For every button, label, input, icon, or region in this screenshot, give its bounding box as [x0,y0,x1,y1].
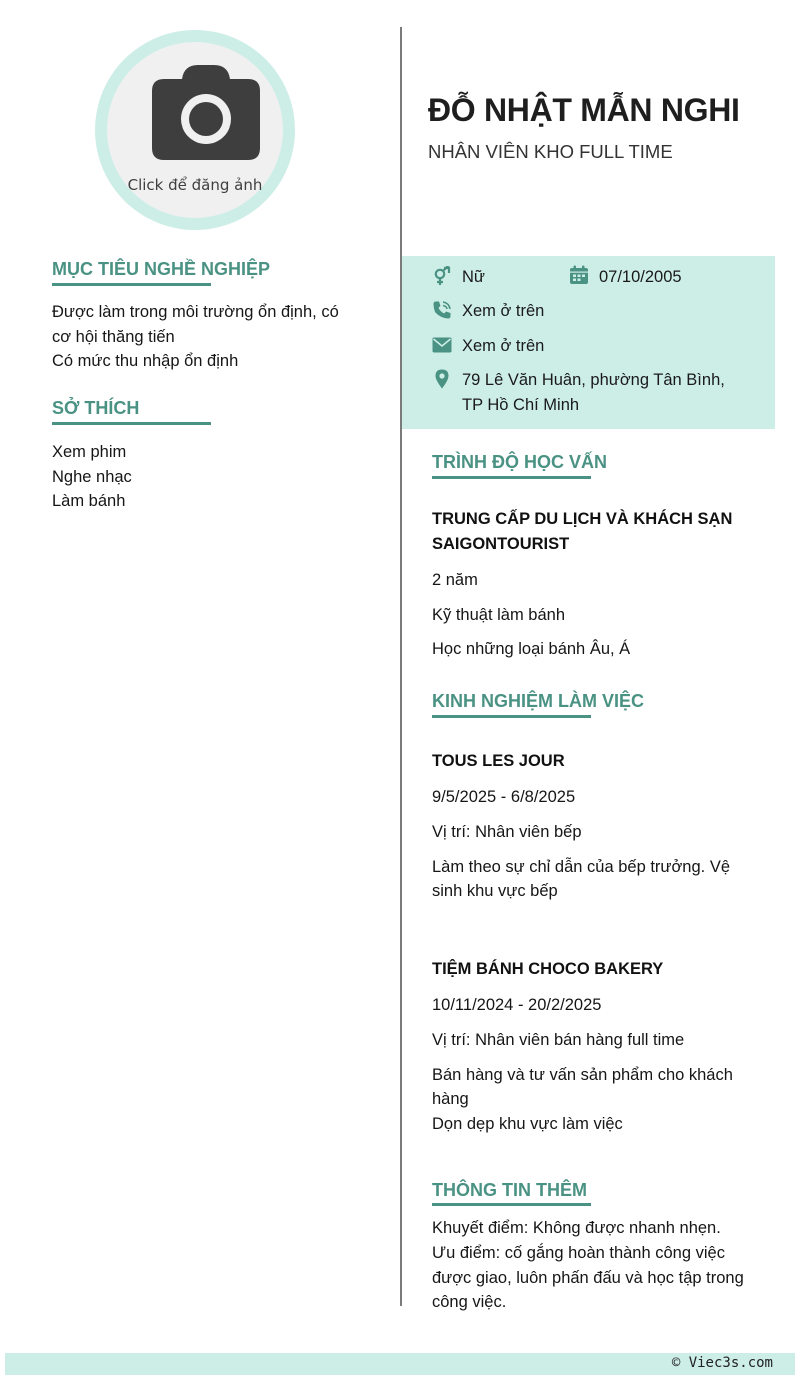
career-goal-underline [52,283,211,286]
phone-icon [432,300,452,320]
phone-value: Xem ở trên [462,302,545,320]
footer-copyright[interactable]: © Viec3s.com [671,1355,773,1371]
footer-bar [5,1353,795,1375]
education-major: Kỹ thuật làm bánh [432,606,565,624]
hobby-item: Xem phim [52,443,127,461]
education-title: TRÌNH ĐỘ HỌC VẤN [432,452,607,472]
camera-icon [152,65,260,160]
job-title: NHÂN VIÊN KHO FULL TIME [428,141,673,162]
additional-info-line: được giao, luôn phấn đấu và học tập trong [432,1269,744,1287]
additional-info-line: Ưu điểm: cố gắng hoàn thành công việc [432,1244,725,1262]
birthday-value: 07/10/2005 [599,268,682,286]
gender-value: Nữ [462,268,485,286]
job-description: Dọn dẹp khu vực làm việc [432,1115,623,1133]
calendar-icon [569,265,589,285]
job-description: sinh khu vực bếp [432,882,558,900]
education-duration: 2 năm [432,571,478,589]
additional-info-title: THÔNG TIN THÊM [432,1180,587,1200]
envelope-icon [432,335,452,355]
job-position: Vị trí: Nhân viên bán hàng full time [432,1031,685,1049]
additional-info-line: Khuyết điểm: Không được nhanh nhẹn. [432,1219,721,1237]
job-period: 10/11/2024 - 20/2/2025 [432,996,602,1014]
right-column [402,0,775,1340]
career-goal-title: MỤC TIÊU NGHỀ NGHIỆP [52,259,271,279]
experience-underline [432,715,591,718]
company-name: TOUS LES JOUR [432,752,565,770]
job-description: hàng [432,1090,469,1108]
candidate-name: ĐỖ NHẬT MẪN NGHI [428,92,740,128]
company-name: TIỆM BÁNH CHOCO BAKERY [432,960,664,978]
job-position: Vị trí: Nhân viên bếp [432,823,582,841]
job-description: Làm theo sự chỉ dẫn của bếp trưởng. Vệ [432,858,730,876]
additional-info-line: công việc. [432,1293,507,1311]
experience-title: KINH NGHIỆM LÀM VIỆC [432,691,645,711]
career-goal-line: Được làm trong môi trường ổn định, có [52,303,339,321]
school-name: TRUNG CẤP DU LỊCH VÀ KHÁCH SẠN [432,510,733,528]
hobby-item: Nghe nhạc [52,468,132,486]
gender-icon [432,266,452,286]
job-description: Bán hàng và tư vấn sản phẩm cho khách [432,1066,733,1084]
hobbies-underline [52,422,211,425]
address-line: TP Hồ Chí Minh [462,396,580,414]
career-goal-line: cơ hội thăng tiến [52,328,175,346]
job-period: 9/5/2025 - 6/8/2025 [432,788,576,806]
photo-upload[interactable] [95,30,295,230]
education-description: Học những loại bánh Âu, Á [432,640,631,658]
email-value: Xem ở trên [462,337,545,355]
education-underline [432,476,591,479]
contact-block [402,256,775,429]
career-goal-line: Có mức thu nhập ổn định [52,352,239,370]
hobby-item: Làm bánh [52,492,126,510]
location-pin-icon [432,369,452,389]
additional-info-underline [432,1203,591,1206]
left-column [0,0,400,1310]
school-name: SAIGONTOURIST [432,535,570,553]
address-line: 79 Lê Văn Huân, phường Tân Bình, [462,371,725,389]
photo-placeholder[interactable] [107,42,283,218]
photo-caption: Click để đăng ảnh [127,176,263,194]
hobbies-title: SỞ THÍCH [52,398,140,418]
